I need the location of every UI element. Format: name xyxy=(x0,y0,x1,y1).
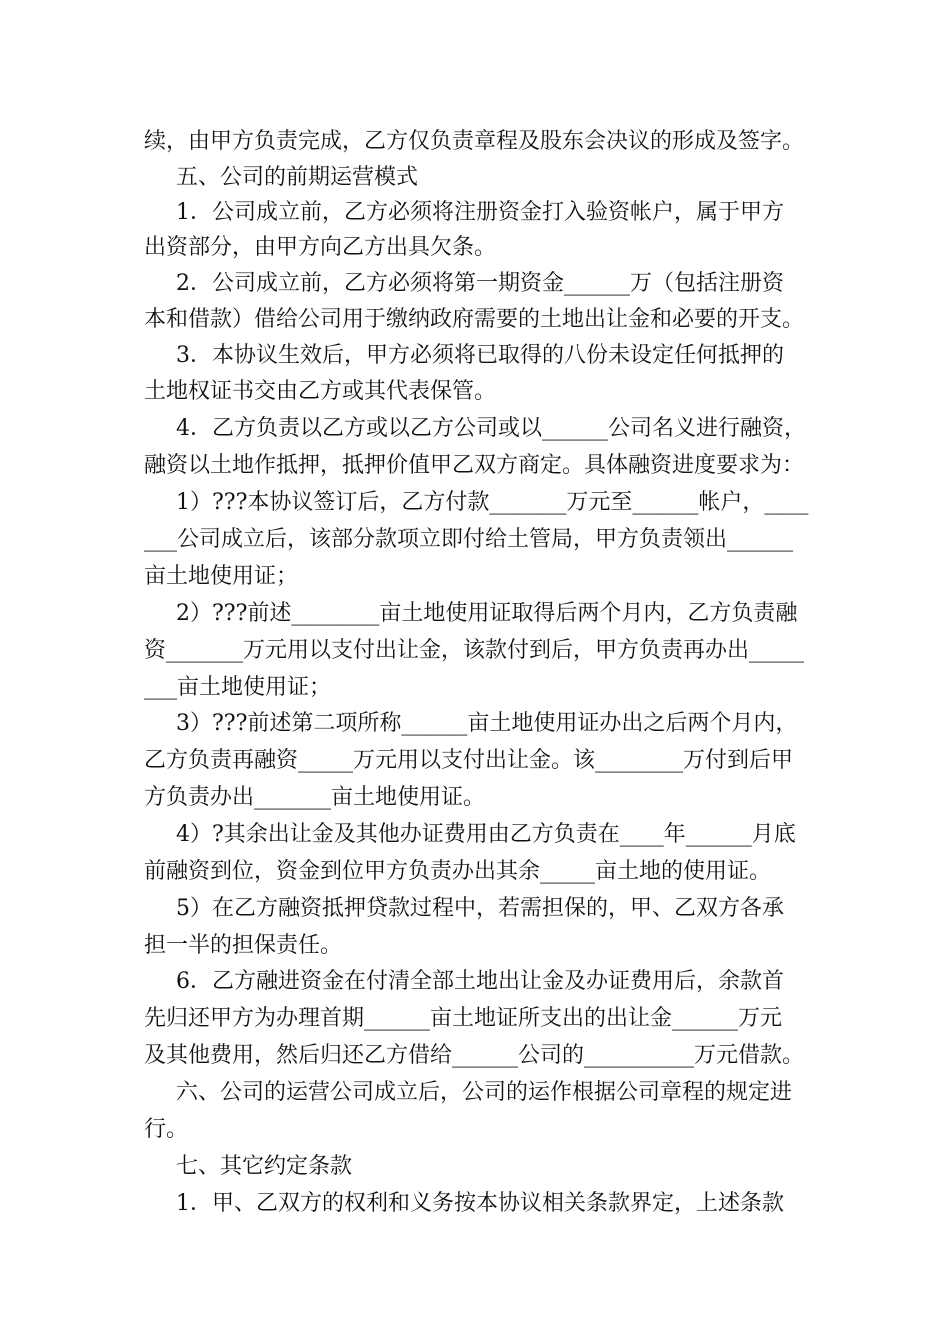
text-line-13: 亩土地使用证； xyxy=(144,564,299,589)
text-line-16: ___亩土地使用证； xyxy=(144,675,332,700)
text-line-4: 出资部分，由甲方向乙方出具欠条。 xyxy=(144,235,497,260)
text-line-24: 6．乙方融进资金在付清全部土地出让金及办证费用后，余款首 xyxy=(176,969,784,994)
text-line-15: 资_______万元用以支付出让金，该款付到后，甲方负责再办出_____ xyxy=(144,638,805,663)
section-heading-5: 五、公司的前期运营模式 xyxy=(176,165,419,190)
text-line-22: 5）在乙方融资抵押贷款过程中，若需担保的，甲、乙双方各承 xyxy=(176,896,784,921)
text-line-8: 土地权证书交由乙方或其代表保管。 xyxy=(144,379,497,404)
section-heading-7: 七、其它约定条款 xyxy=(176,1154,353,1179)
text-line-23: 担一半的担保责任。 xyxy=(144,933,343,958)
text-line-18: 乙方负责再融资_____万元用以支付出让金。该________万付到后甲 xyxy=(144,748,794,773)
text-line-6: 本和借款）借给公司用于缴纳政府需要的土地出让金和必要的开支。 xyxy=(144,307,805,332)
text-line-30: 1．甲、乙双方的权利和义务按本协议相关条款界定，上述条款 xyxy=(176,1191,784,1216)
text-line-12: ___公司成立后，该部分款项立即付给土管局，甲方负责领出______ xyxy=(144,527,794,552)
text-line-3: 1．公司成立前，乙方必须将注册资金打入验资帐户，属于甲方 xyxy=(176,200,784,225)
section-heading-6: 六、公司的运营公司成立后，公司的运作根据公司章程的规定进 xyxy=(176,1080,793,1105)
text-line-28: 行。 xyxy=(144,1117,189,1142)
text-line-17: 3）???前述第二项所称______亩土地使用证办出之后两个月内， xyxy=(176,711,798,736)
text-line-1: 续，由甲方负责完成，乙方仅负责章程及股东会决议的形成及签字。 xyxy=(144,129,805,154)
text-line-7: 3．本协议生效后，甲方必须将已取得的八份未设定任何抵押的 xyxy=(176,343,784,368)
text-line-21: 前融资到位，资金到位甲方负责办出其余_____亩土地的使用证。 xyxy=(144,859,772,884)
text-line-19: 方负责办出_______亩土地使用证。 xyxy=(144,785,486,810)
text-line-14: 2）???前述________亩土地使用证取得后两个月内，乙方负责融 xyxy=(176,601,798,626)
text-line-26: 及其他费用，然后归还乙方借给______公司的__________万元借款。 xyxy=(144,1043,805,1068)
text-line-10: 融资以土地作抵押，抵押价值甲乙双方商定。具体融资进度要求为： xyxy=(144,453,805,478)
text-line-25: 先归还甲方为办理首期______亩土地证所支出的出让金______万元 xyxy=(144,1006,783,1031)
text-line-11: 1）???本协议签订后，乙方付款_______万元至______帐户，____ xyxy=(176,490,809,515)
text-line-20: 4）?其余出让金及其他办证费用由乙方负责在____年______月底 xyxy=(176,822,796,847)
text-line-9: 4．乙方负责以乙方或以乙方公司或以______公司名义进行融资， xyxy=(176,416,806,441)
text-line-5: 2．公司成立前，乙方必须将第一期资金______万（包括注册资 xyxy=(176,271,784,296)
